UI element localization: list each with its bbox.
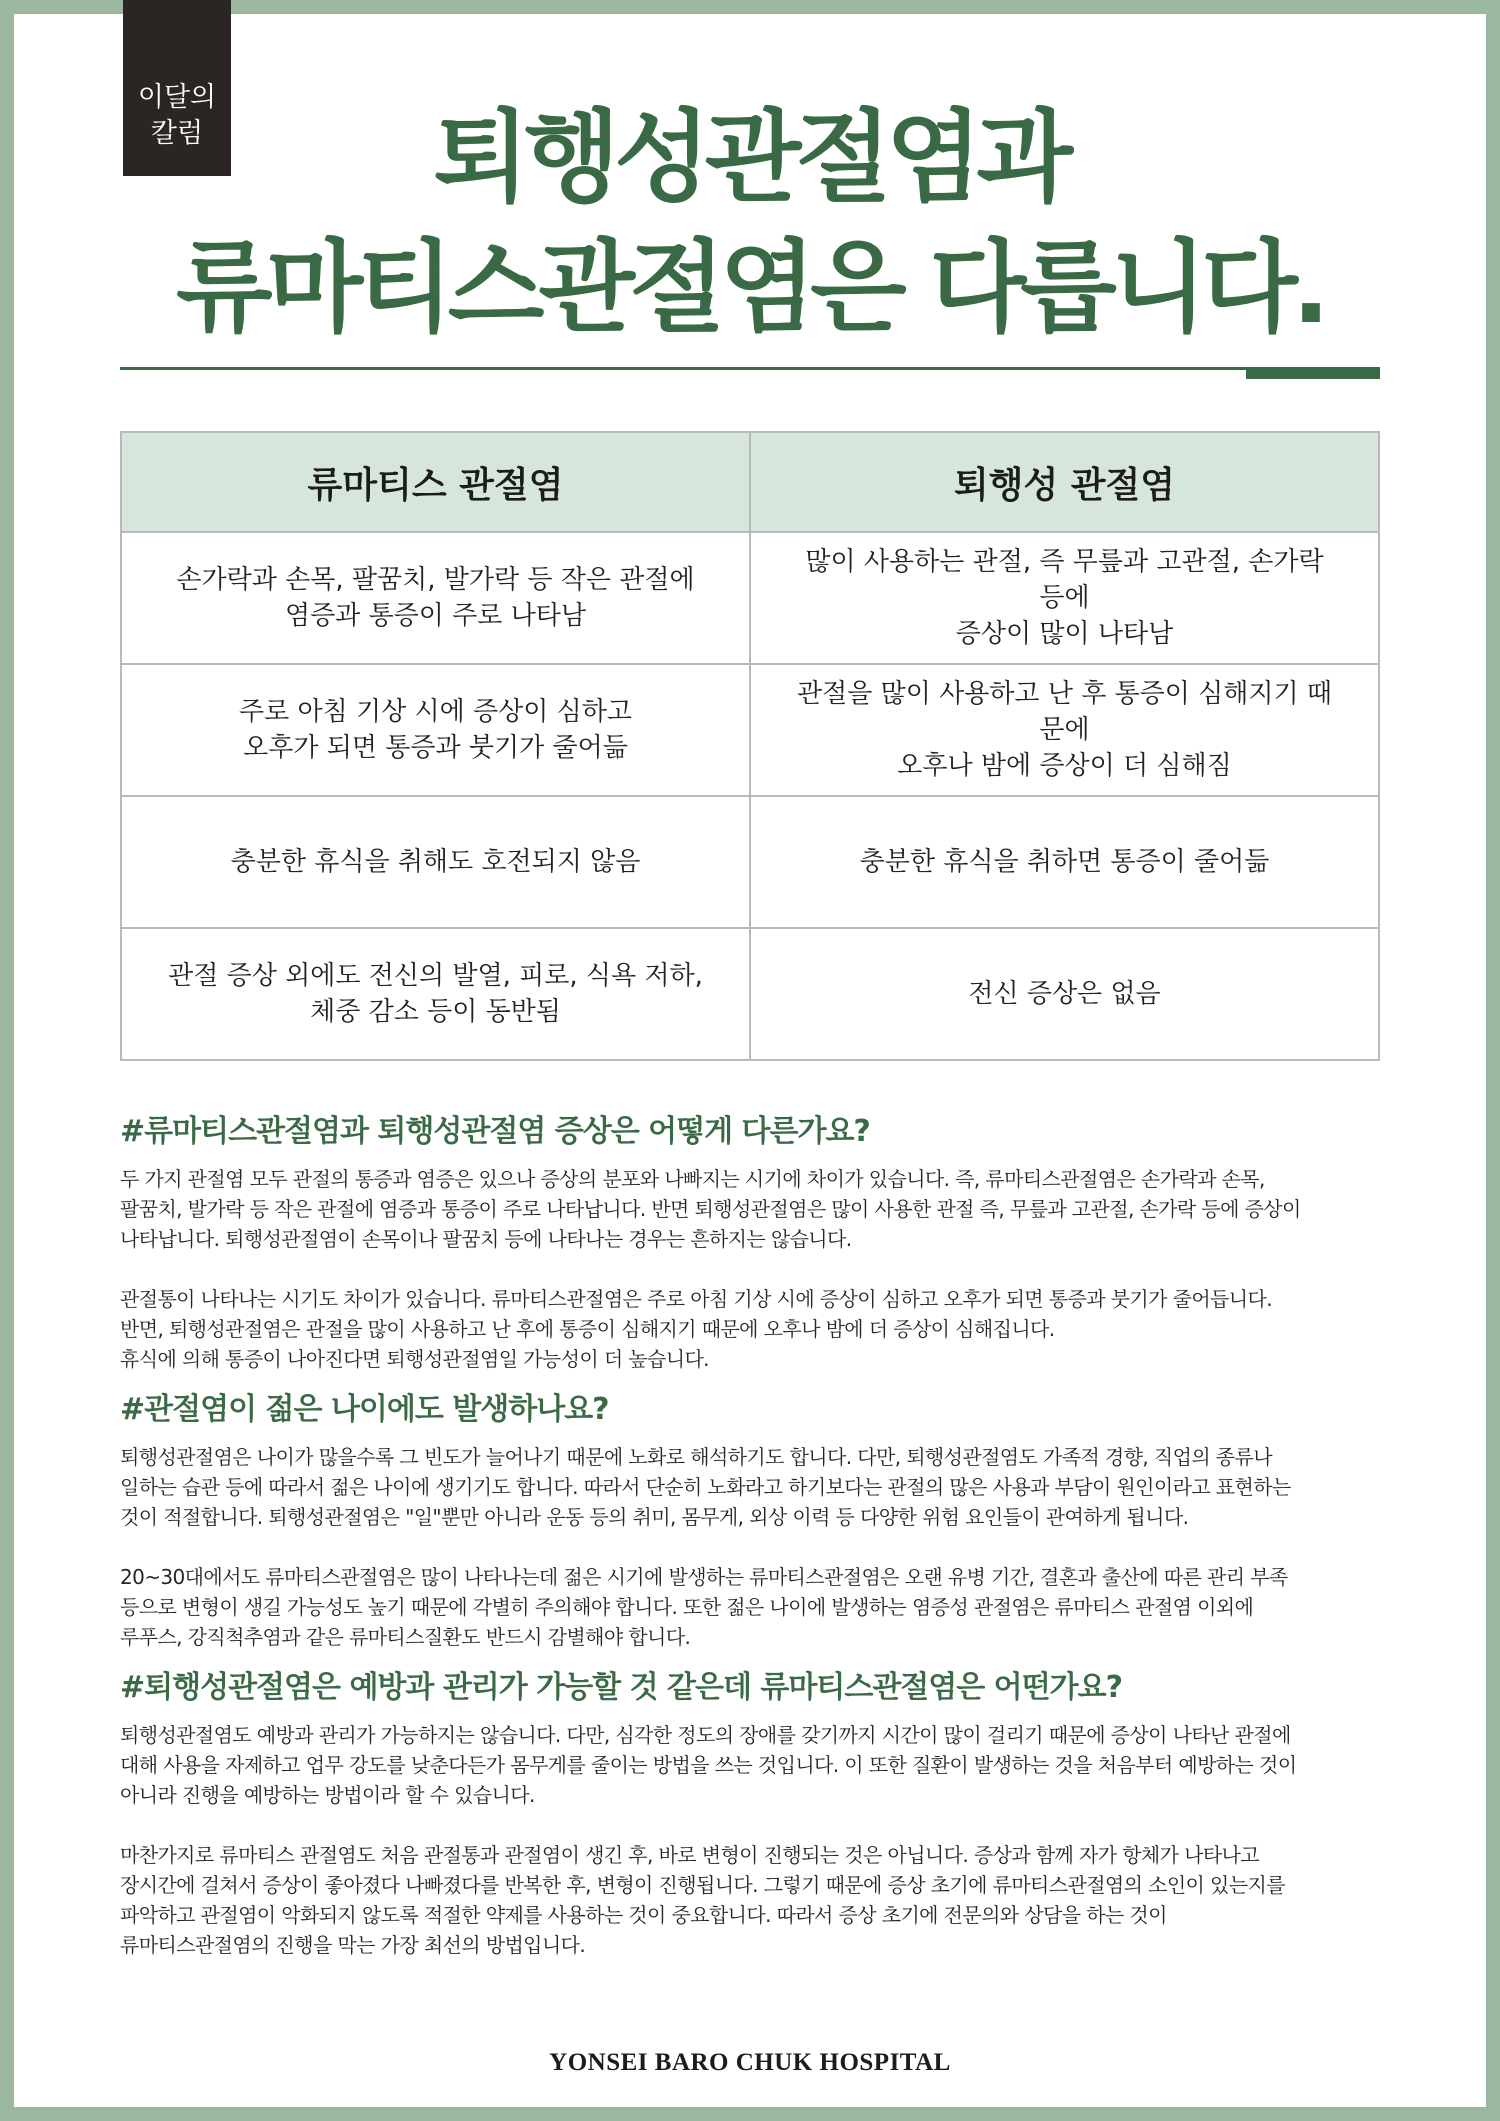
badge-line-2: 칼럼 (150, 118, 204, 149)
comparison-table (120, 431, 1380, 1061)
table-cell: 주로 아침 기상 시에 증상이 심하고 오후가 되면 통증과 붓기가 줄어듦 (121, 664, 750, 796)
section-heading: #관절염이 젊은 나이에도 발생하나요? (120, 1392, 609, 1427)
section-paragraph: 관절통이 나타나는 시기도 차이가 있습니다. 류마티스관절염은 주로 아침 기상 시에 증상이 심하고 오후가 되면 통증과 붓기가 줄어듭니다. 반면, 퇴행성관절염은 관절을 많이 사용하고 난 후에 통증이 심해지기 때문에 오후나 밤에 더 증상이 심해집니다. 휴식에 의해 통증이 나아진다면 퇴행성관절염일 가능성이 더 높습니다. (120, 1287, 1272, 1371)
section-symptoms (120, 1112, 1410, 1374)
table-row (121, 928, 1379, 1060)
page-title-line-2: 류마티스관절염은 다릅니다. (175, 229, 1324, 346)
table-header-row (121, 432, 1379, 532)
section-paragraph: 두 가지 관절염 모두 관절의 통증과 염증은 있으나 증상의 분포와 나빠지는 시기에 차이가 있습니다. 즉, 류마티스관절염은 손가락과 손목, 팔꿈치, 발가락 등 작은 관절에 염증과 통증이 주로 나타납니다. 반면 퇴행성관절염은 많이 사용한 관절 즉, 무릎과 고관절, 손가락 등에 증상이 나타납니다. 퇴행성관절염이 손목이나 팔꿈치 등에 나타나는 경우는 흔하지는 않습니다. (120, 1167, 1301, 1251)
title-divider (120, 367, 1380, 370)
table-cell: 관절 증상 외에도 전신의 발열, 피로, 식욕 저하, 체중 감소 등이 동반됨 (121, 928, 750, 1060)
poster-page (14, 14, 1486, 2107)
section-heading: #퇴행성관절염은 예방과 관리가 가능할 것 같은데 류마티스관절염은 어떤가요? (120, 1670, 1123, 1705)
section-heading: #류마티스관절염과 퇴행성관절염 증상은 어떻게 다른가요? (120, 1114, 870, 1149)
table-cell: 충분한 휴식을 취해도 호전되지 않음 (121, 796, 750, 928)
table-cell: 관절을 많이 사용하고 난 후 통증이 심해지기 때문에 오후나 밤에 증상이 더 심해짐 (750, 664, 1379, 796)
title-divider-accent (1246, 368, 1380, 379)
table-row (121, 796, 1379, 928)
table-row (121, 664, 1379, 796)
table-cell: 많이 사용하는 관절, 즉 무릎과 고관절, 손가락 등에 증상이 많이 나타남 (750, 532, 1379, 664)
article-body (120, 1112, 1410, 1976)
table-cell: 전신 증상은 없음 (750, 928, 1379, 1060)
table-cell: 손가락과 손목, 팔꿈치, 발가락 등 작은 관절에 염증과 통증이 주로 나타남 (121, 532, 750, 664)
page-title-line-1: 퇴행성관절염과 (432, 99, 1068, 216)
hospital-name: YONSEI BARO CHUK HOSPITAL (549, 2049, 951, 2076)
table-header-rheumatoid: 류마티스 관절염 (121, 432, 750, 532)
table-cell: 충분한 휴식을 취하면 통증이 줄어듦 (750, 796, 1379, 928)
section-paragraph: 마찬가지로 류마티스 관절염도 처음 관절통과 관절염이 생긴 후, 바로 변형이 진행되는 것은 아닙니다. 증상과 함께 자가 항체가 나타나고 장시간에 걸쳐서 증상이 좋아졌다 나빠졌다를 반복한 후, 변형이 진행됩니다. 그렇기 때문에 증상 초기에 류마티스관절염의 소인이 있는지를 파악하고 관절염이 악화되지 않도록 적절한 약제를 사용하는 것이 중요합니다. 따라서 증상 초기에 전문의와 상담을 하는 것이 류마티스관절염의 진행을 막는 가장 최선의 방법입니다. (120, 1843, 1285, 1957)
section-prevention (120, 1668, 1410, 1960)
section-young-age (120, 1390, 1410, 1652)
table-header-degenerative: 퇴행성 관절염 (750, 432, 1379, 532)
section-paragraph: 퇴행성관절염은 나이가 많을수록 그 빈도가 늘어나기 때문에 노화로 해석하기도 합니다. 다만, 퇴행성관절염도 가족적 경향, 직업의 종류나 일하는 습관 등에 따라서 젊은 나이에 생기기도 합니다. 따라서 단순히 노화라고 하기보다는 관절의 많은 사용과 부담이 원인이라고 표현하는 것이 적절합니다. 퇴행성관절염은 "일"뿐만 아니라 운동 등의 취미, 몸무게, 외상 이력 등 다양한 위험 요인들이 관여하게 됩니다. (120, 1445, 1291, 1529)
table-row (121, 532, 1379, 664)
section-paragraph: 20~30대에서도 류마티스관절염은 많이 나타나는데 젊은 시기에 발생하는 류마티스관절염은 오랜 유병 기간, 결혼과 출산에 따른 관리 부족 등으로 변형이 생길 가능성도 높기 때문에 각별히 주의해야 합니다. 또한 젊은 나이에 발생하는 염증성 관절염은 류마티스 관절염 이외에 루푸스, 강직척추염과 같은 류마티스질환도 반드시 감별해야 합니다. (120, 1565, 1288, 1649)
section-paragraph: 퇴행성관절염도 예방과 관리가 가능하지는 않습니다. 다만, 심각한 정도의 장애를 갖기까지 시간이 많이 걸리기 때문에 증상이 나타난 관절에 대해 사용을 자제하고 업무 강도를 낮춘다든가 몸무게를 줄이는 방법을 쓰는 것입니다. 이 또한 질환이 발생하는 것을 처음부터 예방하는 것이 아니라 진행을 예방하는 방법이라 할 수 있습니다. (120, 1723, 1297, 1807)
badge-line-1: 이달의 (137, 82, 217, 113)
